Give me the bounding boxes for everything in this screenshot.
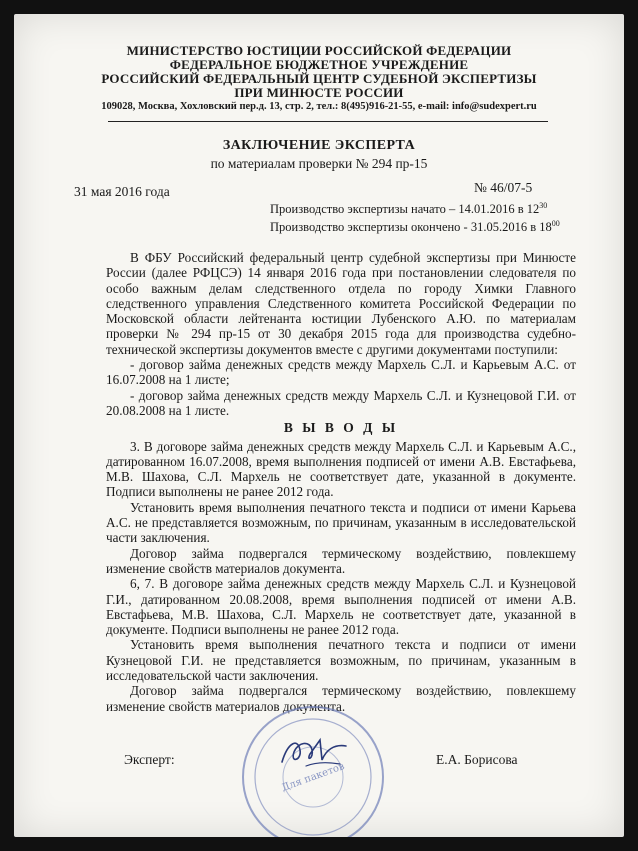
letterhead-address: 109028, Москва, Хохловский пер.д. 13, стр. 2, тел.: 8(495)916-21-55, e-mail: info@sudexpert.ru bbox=[101, 101, 537, 112]
production-ended-minutes: 00 bbox=[551, 219, 560, 228]
conclusion-paragraph: 3. В договоре займа денежных средств между Мархель С.Л. и Карьевым А.С., датированном 16.07.2008, время выполнения подписей от имени А.В. Евстафьева, М.В. Шахова, С.Л. Мархель не соответствует дате, указанной в документе. Подписи выполнены не ранее 2012 года. bbox=[106, 438, 576, 500]
expert-name: Е.А. Борисова bbox=[436, 752, 518, 767]
conclusions-heading: В Ы В О Д Ы bbox=[283, 420, 399, 436]
conclusion-paragraph: Установить время выполнения печатного текста и подписи от имени Карьева А.С. не представляется возможным, по причинам, указанным в исследовательской части заключения. bbox=[106, 499, 576, 546]
intro-paragraph: В ФБУ Российский федеральный центр судебной экспертизы при Минюсте России (далее РФЦСЭ) 14 января 2016 года при постановлении следователя по особо важным делам следственного отдела по городу Химки Главного следственного управления Следственного комитета Российской Федерации по Московской области лейтенанта юстиции Лубенского А.Ю. по материалам проверки № 294 пр-15 от 30 декабря 2015 года для производства судебно-технической экспертизы документов вместе с другими документами поступили: bbox=[106, 250, 576, 357]
seal-center-text: Для пакетов bbox=[280, 761, 347, 794]
conclusion-paragraph: Договор займа подвергался термическому воздействию, повлекшему изменение свойств материалов документа. bbox=[106, 545, 576, 576]
letterhead bbox=[14, 44, 624, 114]
conclusion-paragraph: Договор займа подвергался термическому воздействию, повлекшему изменение свойств материалов документа. bbox=[106, 683, 576, 714]
production-started-text: Производство экспертизы начато – 14.01.2016 в 12 bbox=[270, 202, 540, 216]
document-date: 31 мая 2016 года bbox=[74, 184, 170, 199]
production-started-minutes: 30 bbox=[539, 201, 548, 210]
production-started bbox=[270, 201, 547, 217]
letterhead-institution-type: ФЕДЕРАЛЬНОЕ БЮДЖЕТНОЕ УЧРЕЖДЕНИЕ bbox=[169, 57, 469, 72]
document-page bbox=[14, 14, 624, 837]
document-number: № 46/07-5 bbox=[474, 180, 533, 195]
letterhead-ministry: МИНИСТЕРСТВО ЮСТИЦИИ РОССИЙСКОЙ ФЕДЕРАЦИИ bbox=[126, 43, 512, 58]
document-subtitle: по материалам проверки № 294 пр-15 bbox=[210, 156, 428, 171]
conclusion-paragraph: Установить время выполнения печатного текста и подписи от имени Кузнецовой Г.И. не представляется возможным, по причинам, указанным в исследовательской части заключения. bbox=[106, 637, 576, 684]
document-item: - договор займа денежных средств между Мархель С.Л. и Карьевым А.С. от 16.07.2008 на 1 листе; bbox=[106, 357, 576, 388]
production-ended bbox=[270, 219, 560, 235]
letterhead-divider bbox=[108, 121, 548, 122]
production-ended-text: Производство экспертизы окончено - 31.05.2016 в 18 bbox=[270, 220, 552, 234]
letterhead-center: РОССИЙСКИЙ ФЕДЕРАЛЬНЫЙ ЦЕНТР СУДЕБНОЙ ЭКСПЕРТИЗЫ bbox=[101, 71, 537, 86]
conclusion-paragraph: 6, 7. В договоре займа денежных средств между Мархель С.Л. и Кузнецовой Г.И., датированном 20.08.2008, время выполнения подписей от имени А.В. Евстафьева, М.В. Шахова, С.Л. Мархель не соответствует дате, указанной в документе. Подписи выполнены не ранее 2012 года. bbox=[106, 576, 576, 638]
document-body bbox=[106, 250, 576, 714]
letterhead-affiliation: ПРИ МИНЮСТЕ РОССИИ bbox=[234, 85, 404, 100]
document-title: ЗАКЛЮЧЕНИЕ ЭКСПЕРТА bbox=[222, 138, 416, 153]
document-item: - договор займа денежных средств между Мархель С.Л. и Кузнецовой Г.И. от 20.08.2008 на 1 листе. bbox=[106, 387, 576, 418]
signature-label: Эксперт: bbox=[124, 752, 175, 767]
handwritten-signature bbox=[276, 732, 356, 772]
